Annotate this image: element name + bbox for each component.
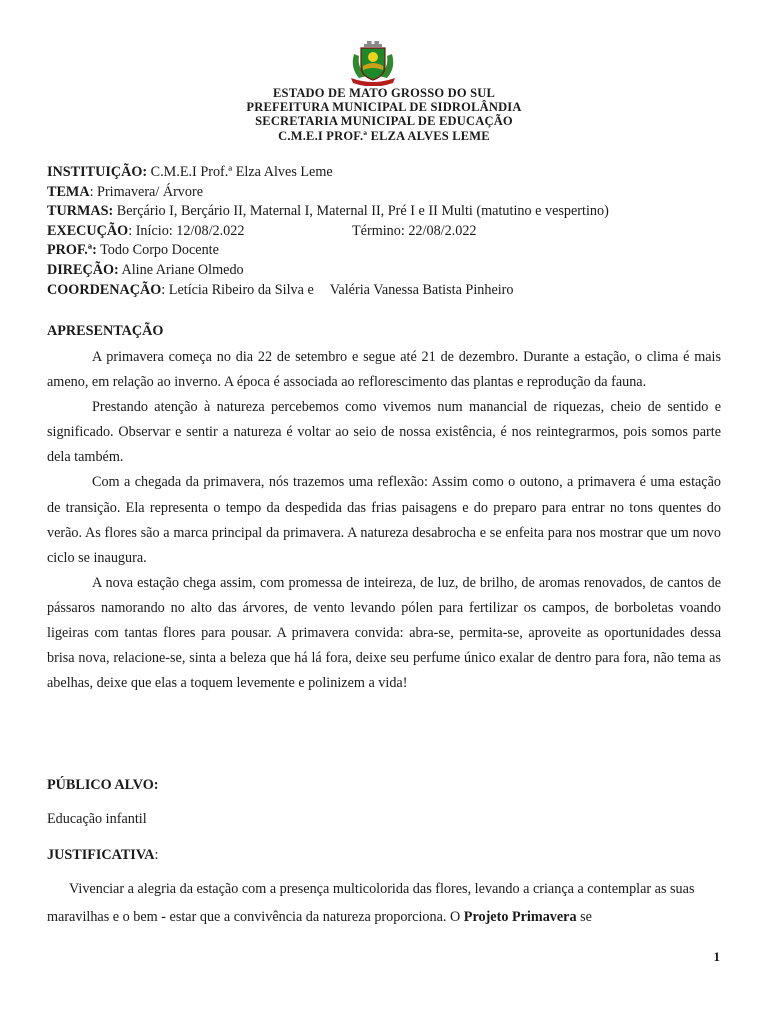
municipal-coat-of-arms-icon — [347, 40, 399, 86]
info-prof — [47, 241, 727, 261]
apresentacao-heading: APRESENTAÇÃO — [47, 323, 164, 339]
publico-alvo-heading: PÚBLICO ALVO: — [47, 777, 159, 793]
justificativa-text: Vivenciar a alegria da estação com a presença multicolorida das flores, levando a criança a contemplar as suas maravilhas e o bem - estar que a convivência da natureza proporciona. O — [47, 881, 695, 925]
direcao-value: Aline Ariane Olmedo — [118, 261, 244, 278]
header-state: ESTADO DE MATO GROSSO DO SUL — [273, 86, 495, 100]
justificativa-body — [47, 875, 721, 931]
document-header — [0, 86, 768, 143]
header-secretariat: SECRETARIA MUNICIPAL DE EDUCAÇÃO — [255, 114, 513, 129]
termino-value: Término: 22/08/2.022 — [352, 222, 477, 239]
apresentacao-body — [47, 345, 721, 696]
apresentacao-paragraph: A nova estação chega assim, com promessa de inteireza, de luz, de brilho, de aromas renovados, de cantos de pássaros namorando no alto das árvores, de vento levando pólen para fertilizar os campos, de borboletas voando ligeiras com tantas flores para pousar. A primavera convida: abra-se, permita-se, aproveite as oportunidades dessa brisa nova, relacione-se, sinta a beleza que há lá fora, deixe seu perfume único exalar de dentro para fora, não tema as abelhas, deixe que elas a toquem levemente e polinizem a vida! — [47, 574, 721, 692]
header-school: C.M.E.I PROF.ª ELZA ALVES LEME — [278, 128, 490, 143]
turmas-value: Berçário I, Berçário II, Maternal I, Maternal II, Pré I e II Multi (matutino e vespertino) — [113, 203, 609, 220]
tema-label: TEMA — [47, 183, 90, 200]
tema-value: : Primavera/ Árvore — [89, 183, 204, 200]
apresentacao-paragraph: A primavera começa no dia 22 de setembro e segue até 21 de dezembro. Durante a estação, o clima é mais ameno, em relação ao inverno. A época é associada ao reflorescimento das plantas e reprodução da fauna. — [47, 349, 721, 391]
prof-label: PROF.ª: — [47, 242, 97, 259]
direcao-label: DIREÇÃO: — [47, 261, 119, 278]
apresentacao-paragraph: Com a chegada da primavera, nós trazemos uma reflexão: Assim como o outono, a primavera é uma estação de transição. Ela representa o tempo da despedida das frias paisagens e do preparo para entrar no tons quentes do verão. As flores são a marca principal da primavera. A natureza desabrocha e se enfeita para nos mostrar que um novo ciclo se inaugura. — [47, 474, 721, 566]
publico-alvo-value: Educação infantil — [47, 811, 147, 827]
justificativa-heading — [47, 847, 158, 864]
apresentacao-paragraph: Prestando atenção à natureza percebemos como vivemos num manancial de riquezas, cheio de sentido e significado. Observar e sentir a natureza é voltar ao seio de nossa existência, é nos reintegrarmos, pois somos parte dela também. — [47, 399, 721, 466]
prof-value: Todo Corpo Docente — [96, 242, 219, 259]
justificativa-text-end: se — [576, 909, 592, 925]
instituicao-label: INSTITUIÇÃO: — [47, 164, 148, 180]
page-number: 1 — [713, 949, 720, 964]
info-execucao — [47, 222, 727, 242]
project-info — [47, 163, 727, 300]
coordenacao-value-2: Valéria Vanessa Batista Pinheiro — [329, 281, 514, 298]
info-coordenacao — [47, 281, 727, 301]
instituicao-value: C.M.E.I Prof.ª Elza Alves Leme — [147, 164, 333, 180]
justificativa-colon: : — [154, 847, 159, 863]
execucao-value: : Início: 12/08/2.022 — [128, 222, 245, 239]
turmas-label: TURMAS: — [47, 203, 114, 220]
coordenacao-value-1: : Letícia Ribeiro da Silva e — [161, 281, 314, 298]
coordenacao-label: COORDENAÇÃO — [47, 281, 162, 298]
info-direcao — [47, 261, 727, 281]
info-turmas — [47, 202, 727, 222]
info-instituicao — [47, 163, 727, 183]
execucao-label: EXECUÇÃO — [47, 222, 129, 239]
projeto-primavera-bold: Projeto Primavera — [463, 909, 577, 925]
header-prefecture: PREFEITURA MUNICIPAL DE SIDROLÂNDIA — [246, 100, 522, 115]
justificativa-title: JUSTIFICATIVA — [47, 847, 155, 863]
info-tema — [47, 183, 727, 203]
